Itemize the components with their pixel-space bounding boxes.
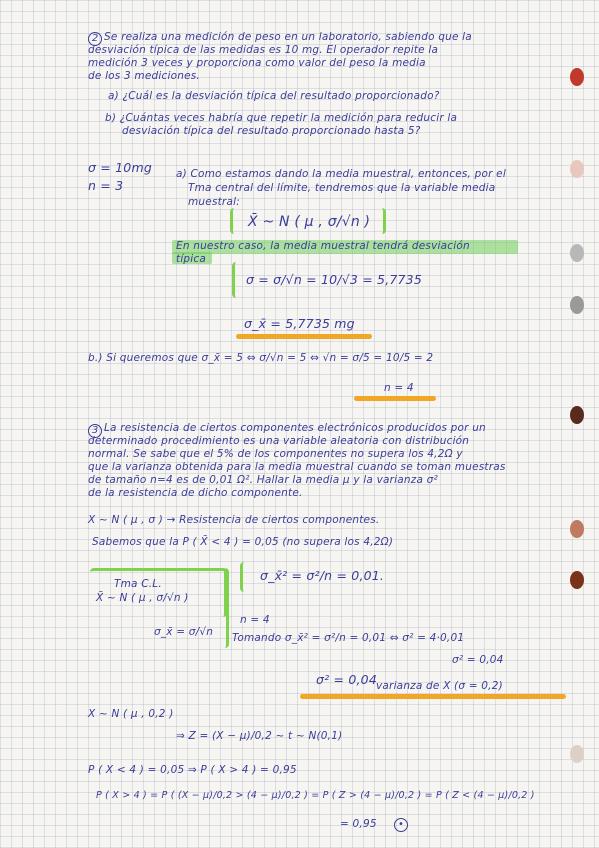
result-b-underline: [354, 396, 436, 401]
solution-b: b.) Si queremos que σ_x̄ = 5 ⇔ σ/√n = 5 ⇔ √n = σ/5 = 10/5 = 2: [88, 352, 434, 364]
solution-a-line-3: muestral:: [188, 196, 240, 208]
binder-hole-1: [570, 68, 584, 86]
highlight-text-2: típica: [176, 253, 207, 265]
sigma-squared-b: σ² = 0,04: [316, 672, 377, 687]
problem-number-2: 2: [88, 32, 102, 46]
problem3-line-3: normal. Se sabe que el 5% de los componentes no supera los 4,2Ω y: [88, 448, 463, 460]
result-b: n = 4: [384, 382, 414, 394]
result-a-underline: [236, 334, 372, 339]
binder-hole-2: [570, 160, 584, 178]
highlight-text-1: En nuestro caso, la media muestral tendrá desviación: [176, 240, 470, 252]
varianza-label: varianza de X (σ = 0,2): [376, 680, 503, 692]
problem3-line-4: que la varianza obtenida para la media muestral cuando se toman muestras: [88, 461, 506, 473]
probability-line-3: = 0,95: [340, 818, 377, 830]
probability-line-1: P ( X < 4 ) = 0,05 ⇒ P ( X > 4 ) = 0,95: [88, 764, 297, 776]
given-n: n = 3: [88, 178, 124, 193]
tomando-line: Tomando σ_x̄² = σ²/n = 0,01 ⇔ σ² = 4·0,01: [232, 632, 465, 644]
solution-a-line-2: Tma central del límite, tendremos que la variable media: [188, 182, 496, 194]
binder-hole-3: [570, 244, 584, 262]
n-value: n = 4: [240, 614, 270, 626]
binder-hole-6: [570, 520, 584, 538]
question-a: a) ¿Cuál es la desviación típica del resultado proporcionado?: [108, 90, 440, 102]
problem3-line-5: de tamaño n=4 es de 0,01 Ω². Hallar la media μ y la varianza σ²: [88, 474, 438, 486]
given-sigma: σ = 10mg: [88, 160, 152, 175]
distribution-formula: X̄ ~ N ( μ , σ/√n ): [248, 214, 371, 230]
variance-box: [240, 562, 255, 592]
tma-box-side: [220, 568, 229, 648]
distribution-2: X ~ N ( μ , 0,2 ): [88, 708, 174, 720]
question-b-line-2: desviación típica del resultado proporcionado hasta 5?: [122, 125, 421, 137]
binder-hole-7: [570, 571, 584, 589]
probability-line-2: P ( X > 4 ) = P ( (X − μ)/0,2 > (4 − μ)/0,2 ) = P ( Z > (4 − μ)/0,2 ) = P ( Z < (4 − μ)/0,2 ): [96, 790, 535, 801]
sigma-squared-a: σ² = 0,04: [452, 654, 504, 666]
calculation-sigma: σ = σ/√n = 10/√3 = 5,7735: [246, 272, 422, 287]
problem3-line-1: La resistencia de ciertos componentes electrónicos producidos por un: [104, 422, 486, 434]
question-b-line-1: b) ¿Cuántas veces habría que repetir la medición para reducir la: [105, 112, 458, 124]
binder-hole-8: [570, 745, 584, 763]
solution-a-line-1: a) Como estamos dando la media muestral, entonces, por el: [176, 168, 506, 180]
problem2-line-4: de los 3 mediciones.: [88, 70, 200, 82]
binder-hole-4: [570, 296, 584, 314]
tma-distribution: X̄ ~ N ( μ , σ/√n ): [96, 592, 189, 604]
standardization: ⇒ Z = (X − μ)/0,2 ~ t ~ N(0,1): [176, 730, 343, 742]
problem-number-3: 3: [88, 424, 102, 438]
variance-equation: σ_x̄² = σ²/n = 0,01.: [260, 568, 385, 583]
problem3-line-6: de la resistencia de dicho componente.: [88, 487, 303, 499]
final-mark-icon: •: [394, 818, 408, 832]
varianza-underline: [300, 694, 566, 699]
problem2-line-2: desviación típica de las medidas es 10 mg. El operador repite la: [88, 44, 439, 56]
tma-label: Tma C.L.: [114, 578, 162, 590]
definition-X: X ~ N ( μ , σ ) → Resistencia de ciertos componentes.: [88, 514, 380, 526]
problem2-line-3: medición 3 veces y proporciona como valor del peso la media: [88, 57, 426, 69]
known-probability: Sabemos que la P ( X̄ < 4 ) = 0,05 (no supera los 4,2Ω): [92, 536, 394, 548]
binder-hole-5: [570, 406, 584, 424]
result-a: σ_x̄ = 5,7735 mg: [244, 316, 355, 331]
problem2-line-1: Se realiza una medición de peso en un laboratorio, sabiendo que la: [104, 31, 472, 43]
tma-sigma: σ_x̄ = σ/√n: [154, 626, 214, 638]
problem3-line-2: determinado procedimiento es una variable aleatoria con distribución: [88, 435, 470, 447]
